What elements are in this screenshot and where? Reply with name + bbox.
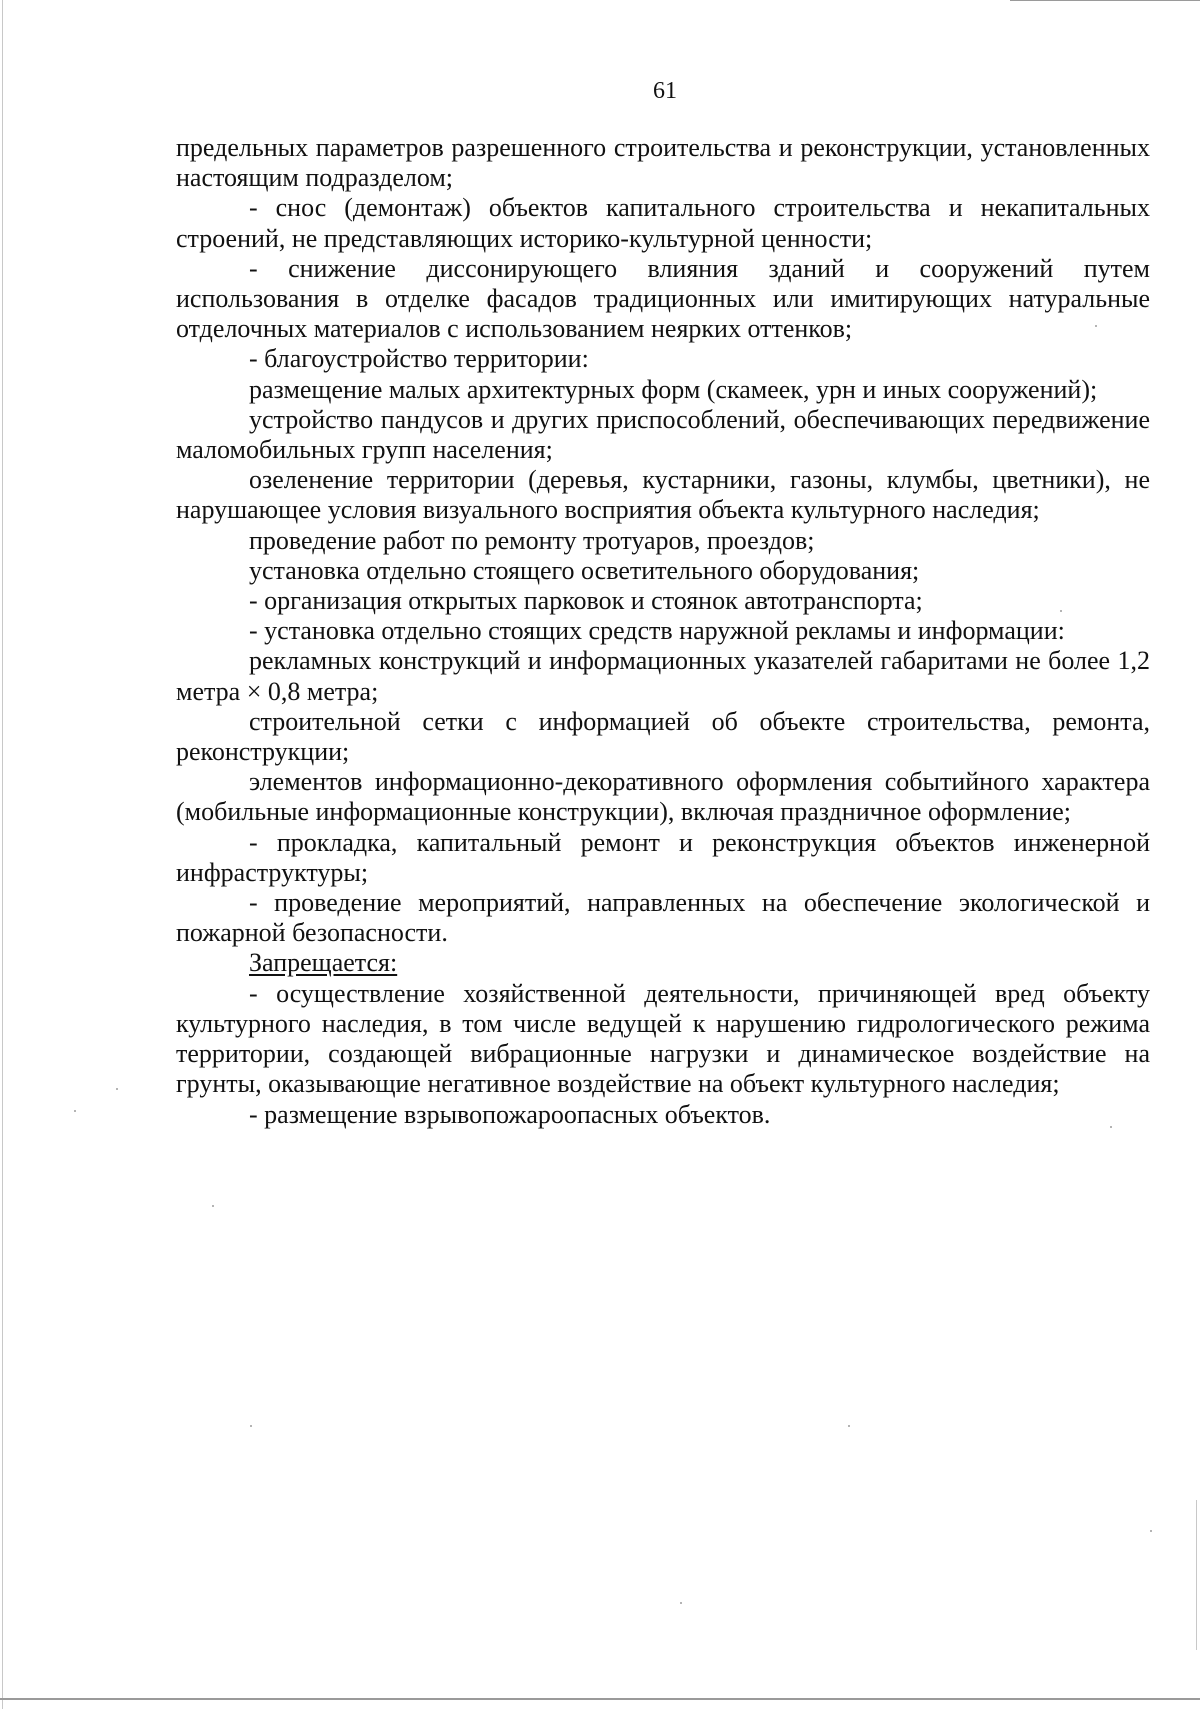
paragraph-16: - проведение мероприятий, направленных на обеспечение экологической и пожарной безопасности. (176, 888, 1150, 948)
paragraph-14: элементов информационно-декоративного оформления событийного характера (мобильные информационные конструкции), включая праздничное оформление; (176, 767, 1150, 827)
prohibited-item-2: - размещение взрывопожароопасных объектов. (249, 1099, 771, 1129)
paragraph-7: озеленение территории (деревья, кустарники, газоны, клумбы, цветники), не нарушающее условия визуального восприятия объекта культурного наследия; (176, 465, 1150, 525)
prohibited-item-1: - осуществление хозяйственной деятельности, причиняющей вред объекту культурного наследия, в том числе ведущей к нарушению гидрологического режима территории, создающей вибрационные нагрузки и динамическое воздействие на грунты, оказывающие негативное воздействие на объект культурного наследия; (176, 978, 1150, 1099)
scan-edge-bottom (0, 1698, 1200, 1700)
scan-edge-right (1196, 1500, 1197, 1650)
document-body (176, 133, 1150, 1130)
paragraph-8: проведение работ по ремонту тротуаров, проездов; (249, 525, 815, 555)
paragraph-6: устройство пандусов и других приспособлений, обеспечивающих передвижение маломобильных групп населения; (176, 404, 1150, 465)
scan-speck (1150, 1530, 1152, 1532)
paragraph-5: размещение малых архитектурных форм (скамеек, урн и иных сооружений); (249, 374, 1098, 404)
scan-speck (848, 1425, 850, 1427)
paragraph-12: рекламных конструкций и информационных указателей габаритами не более 1,2 метра × 0,8 метра; (176, 646, 1150, 706)
paragraph-10: - организация открытых парковок и стоянок автотранспорта; (249, 586, 923, 616)
scan-speck (116, 1088, 118, 1090)
page-number: 61 (653, 78, 677, 104)
paragraph-4: - благоустройство территории: (249, 344, 589, 374)
paragraph-11: - установка отдельно стоящих средств наружной рекламы и информации: (249, 616, 1065, 646)
prohibited-heading-line (176, 948, 1150, 978)
scan-speck (680, 1602, 682, 1604)
paragraph-9: установка отдельно стоящего осветительного оборудования; (249, 555, 920, 585)
paragraph-1: предельных параметров разрешенного строительства и реконструкции, установленных настоящим подразделом; (176, 133, 1150, 193)
paragraph-2: - снос (демонтаж) объектов капитального строительства и некапитальных строений, не представляющих историко-культурной ценности; (176, 193, 1150, 253)
paragraph-13: строительной сетки с информацией об объекте строительства, ремонта, реконструкции; (176, 706, 1150, 767)
scan-speck (212, 1205, 214, 1207)
scan-speck (74, 1110, 76, 1112)
paragraph-15: - прокладка, капитальный ремонт и реконструкция объектов инженерной инфраструктуры; (176, 827, 1150, 887)
scan-speck (250, 1425, 252, 1427)
scan-edge-left (2, 0, 3, 1709)
prohibited-heading: Запрещается: (249, 948, 398, 978)
scan-edge-top (1010, 0, 1200, 1)
paragraph-3: - снижение диссонирующего влияния зданий и сооружений путем использования в отделке фасадов традиционных или имитирующих натуральные отделочных материалов с использованием неярких оттенков; (176, 253, 1150, 344)
